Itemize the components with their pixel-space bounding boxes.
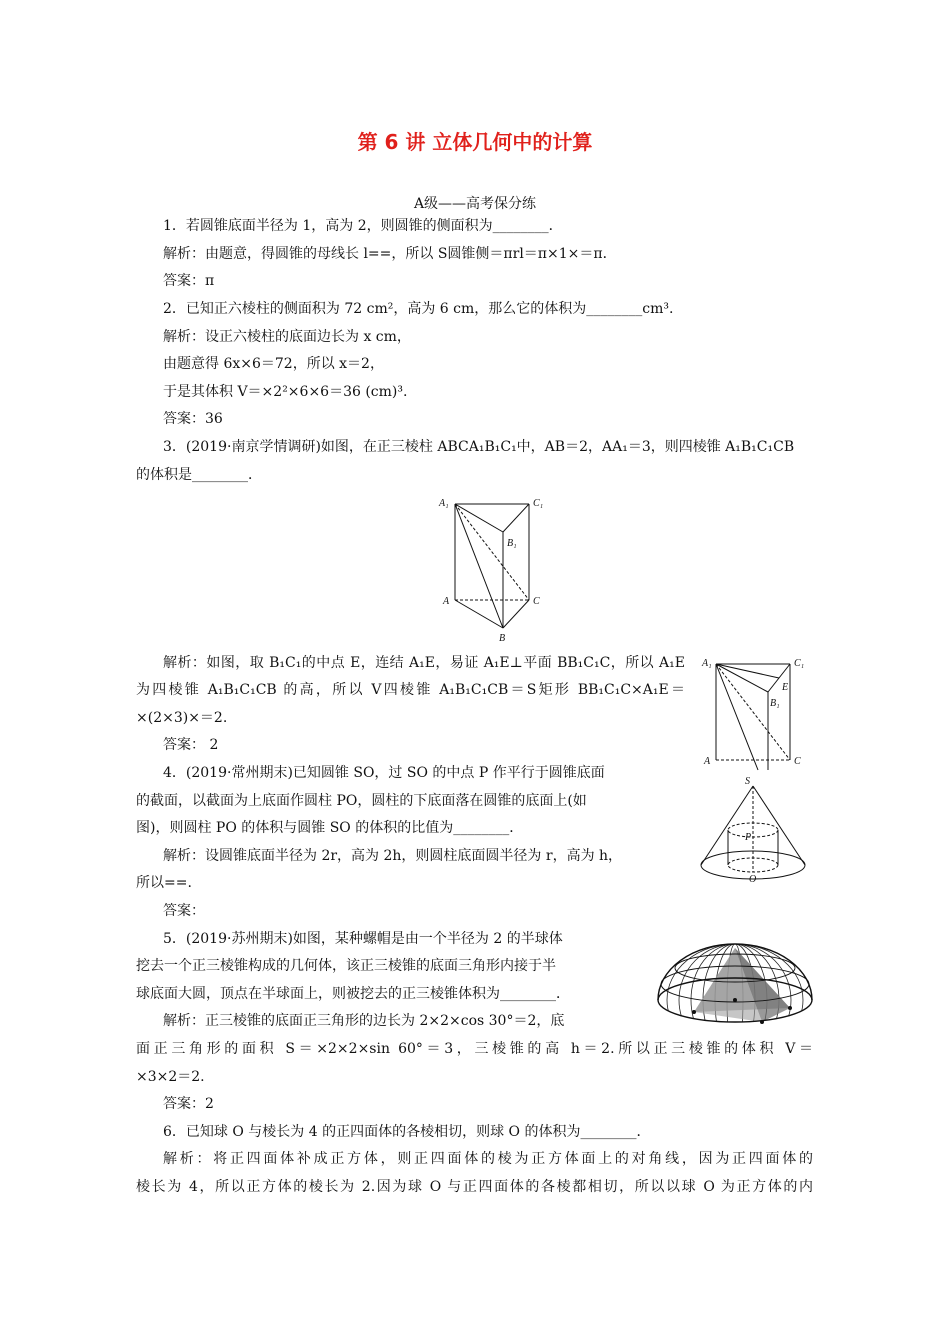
q4-answer: 答案：: [163, 903, 205, 919]
label-c: C: [533, 596, 540, 607]
question-6: 6．已知球 O 与棱长为 4 的正四面体的各棱相切，则球 O 的体积为________．: [163, 1124, 651, 1140]
label-a1: A₁: [702, 658, 712, 669]
q3-solution-line-1: 解析：如图，取 B₁C₁的中点 E，连结 A₁E，易证 A₁E⊥平面 BB₁C₁C，所以 A₁E: [163, 655, 685, 671]
q3-solution-line-2: 为四棱锥 A₁B₁C₁CB 的高，所以 V四棱锥 A₁B₁C₁CB＝S矩形 BB₁C₁C×A₁E＝: [136, 682, 685, 698]
label-a: A: [704, 756, 711, 767]
question-4-line-3: 图)，则圆柱 PO 的体积与圆锥 SO 的体积的比值为________．: [136, 820, 524, 836]
question-4-line-1: 4．(2019·常州期末)已知圆锥 SO，过 SO 的中点 P 作平行于圆锥底面: [163, 765, 605, 781]
prism-figure-with-e: [700, 652, 820, 772]
label-s: S: [745, 776, 750, 787]
label-b1: B₁: [770, 698, 780, 709]
q2-solution-line-1: 解析：设正六棱柱的底面边长为 x cm，: [163, 329, 411, 345]
q5-solution-line-3: ×3×2＝2.: [136, 1069, 205, 1085]
label-a: A: [443, 596, 450, 607]
label-b: B: [499, 633, 506, 644]
question-4-line-2: 的截面，以截面为上底面作圆柱 PO，圆柱的下底面落在圆锥的底面上(如: [136, 793, 587, 809]
q2-answer: 答案：36: [163, 411, 223, 427]
label-p: P: [745, 832, 752, 843]
q2-solution-line-3: 于是其体积 V＝×2²×6×6＝36 (cm)³.: [163, 384, 408, 400]
q3-answer: 答案： 2: [163, 737, 219, 753]
label-e: E: [782, 682, 789, 693]
hemisphere-nut-figure: [650, 940, 820, 1040]
question-5-line-1: 5．(2019·苏州期末)如图，某种螺帽是由一个半径为 2 的半球体: [163, 931, 563, 947]
q3-solution-line-3: ×(2×3)×＝2.: [136, 710, 228, 726]
prism-figure: [425, 488, 555, 646]
q5-answer: 答案：2: [163, 1096, 214, 1112]
question-2: 2．已知正六棱柱的侧面积为 72 cm²，高为 6 cm，那么它的体积为________cm³.: [163, 301, 674, 317]
cone-figure: [695, 772, 815, 887]
q4-solution-line-2: 所以==.: [136, 875, 192, 891]
label-c: C: [794, 756, 801, 767]
question-5-line-3: 球底面大圆，顶点在半球面上，则被挖去的正三棱锥体积为________．: [136, 986, 570, 1002]
section-level: A级——高考保分练: [413, 196, 537, 212]
label-c1: C₁: [533, 498, 544, 509]
page-title: 第 6 讲 立体几何中的计算: [357, 130, 593, 154]
label-b1: B₁: [507, 538, 517, 549]
q6-solution-line-1: 解析：将正四面体补成正方体，则正四面体的棱为正方体面上的对角线，因为正四面体的: [163, 1151, 813, 1167]
q1-answer: 答案：π: [163, 273, 215, 289]
q5-solution-line-1: 解析：正三棱锥的底面正三角形的边长为 2×2×cos 30°＝2，底: [163, 1013, 565, 1029]
question-1: 1．若圆锥底面半径为 1，高为 2，则圆锥的侧面积为________．: [163, 218, 563, 234]
question-5-line-2: 挖去一个正三棱锥构成的几何体，该正三棱锥的底面三角形内接于半: [136, 958, 556, 974]
label-a1: A₁: [439, 498, 449, 509]
q5-solution-line-2: 面正三角形的面积 S＝×2×2×sin 60°＝3，三棱锥的高 h＝2.所以正三棱锥的体积 V＝: [136, 1041, 813, 1057]
question-3-line-1: 3．(2019·南京学情调研)如图，在正三棱柱 ABCA₁B₁C₁中，AB＝2，AA₁＝3，则四棱锥 A₁B₁C₁CB: [163, 439, 795, 455]
q6-solution-line-2: 棱长为 4，所以正方体的棱长为 2.因为球 O 与正四面体的各棱都相切，所以以球 O 为正方体的内: [136, 1179, 813, 1195]
q1-solution: 解析：由题意，得圆锥的母线长 l==，所以 S圆锥侧＝πrl＝π×1×＝π．: [163, 246, 617, 262]
label-c1: C₁: [794, 658, 805, 669]
label-o: O: [749, 874, 757, 885]
question-3-line-2: 的体积是________．: [136, 467, 262, 483]
q4-solution-line-1: 解析：设圆锥底面半径为 2r，高为 2h，则圆柱底面圆半径为 r，高为 h，: [163, 848, 623, 864]
q2-solution-line-2: 由题意得 6x×6＝72，所以 x＝2，: [163, 356, 384, 372]
